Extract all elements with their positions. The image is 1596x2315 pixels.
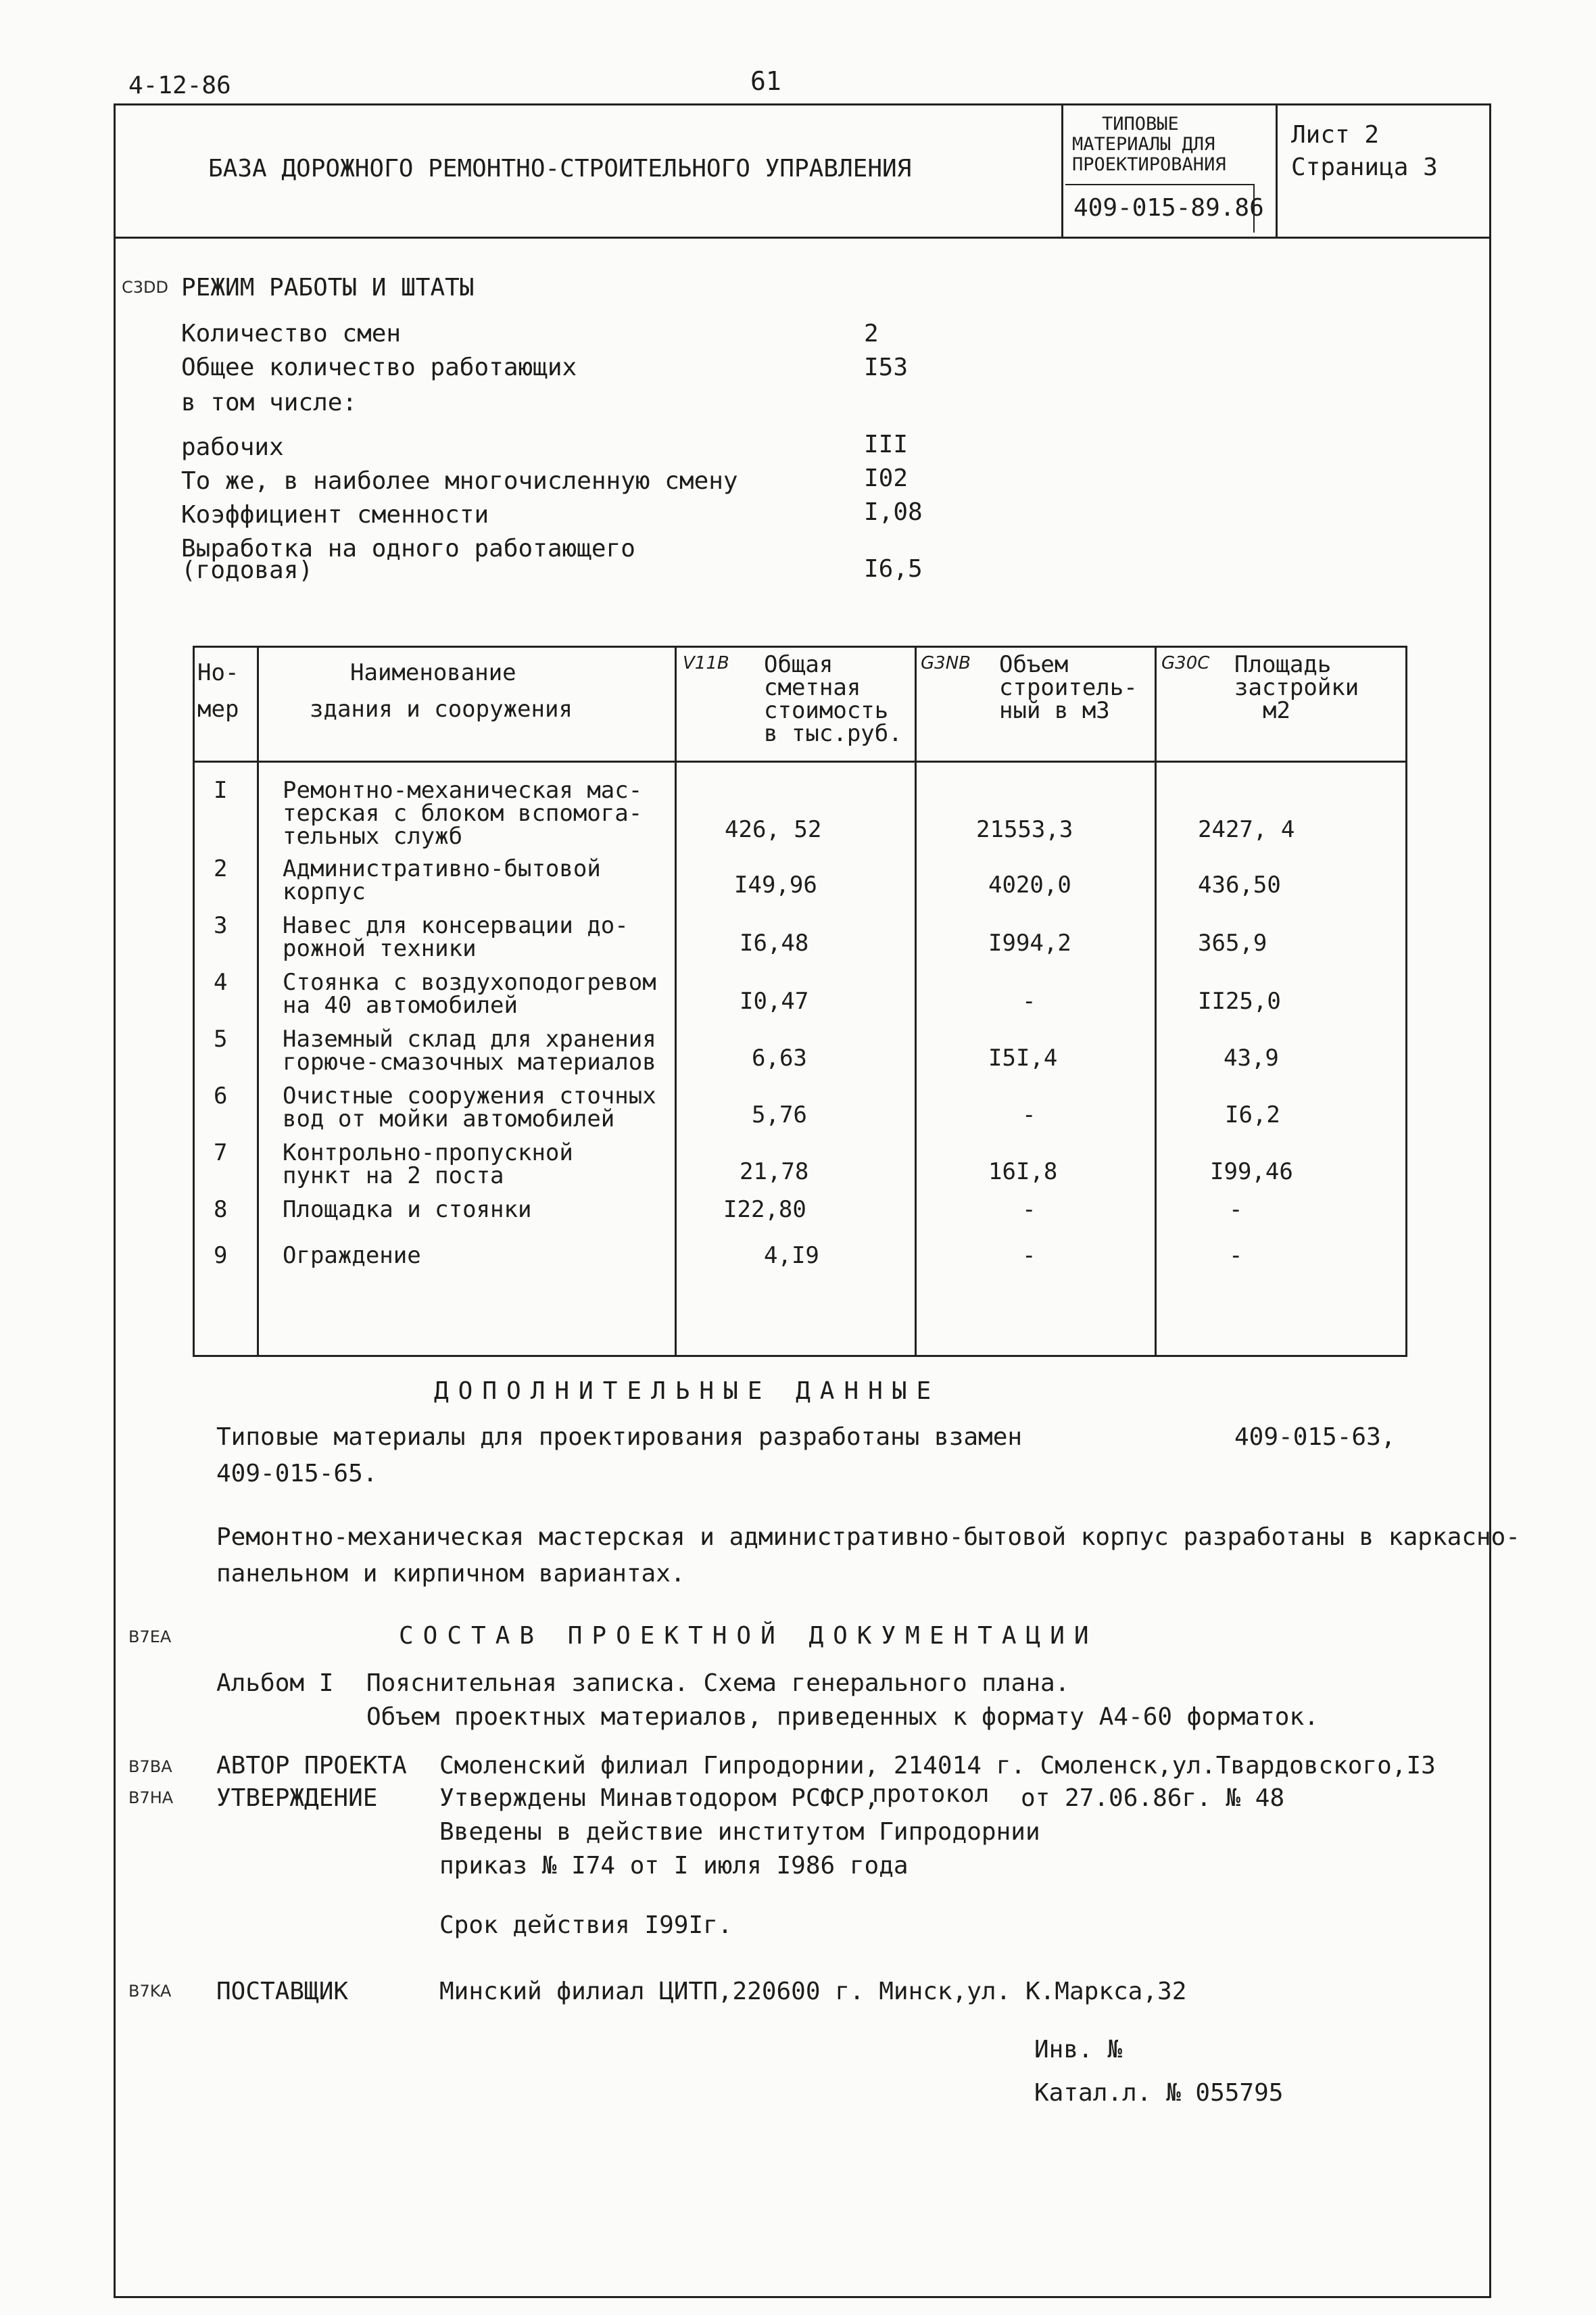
table-col-divider-2 [675,646,677,1357]
additional-p2-line1: Ремонтно-механическая мастерская и административно-бытовой корпус разработаны в каркасно- [216,1523,1520,1551]
row-area: 2427, 4 [1198,816,1295,843]
inventory-number: Инв. № [1034,2036,1123,2063]
row-area: 365,9 [1198,930,1267,957]
header-divider [114,237,1491,239]
additional-section-title: ДОПОЛНИТЕЛЬНЫЕ ДАННЫЕ [434,1377,941,1405]
section-code-c3dd: C3DD [122,278,168,297]
additional-p1-line2: 409-015-65. [216,1460,378,1487]
album-label: Альбом I [216,1669,334,1697]
row-name-line: Площадка и стоянки [283,1196,532,1223]
row-no: 4 [214,969,228,996]
row-cost: 426, 52 [725,816,822,843]
col-code-g30c: G30C [1161,653,1210,673]
total-workers-value: I53 [864,354,909,381]
row-no: 8 [214,1196,228,1223]
row-cost: 21,78 [740,1158,809,1185]
mode-section-title: РЕЖИМ РАБОТЫ И ШТАТЫ [181,274,475,302]
row-no: 7 [214,1139,228,1166]
table-header-divider [193,761,1407,763]
max-shift-label: То же, в наиболее многочисленную смену [181,467,738,495]
row-cost: I0,47 [740,988,809,1015]
approval-label: УТВЕРЖДЕНИЕ [216,1784,378,1812]
row-volume: 21553,3 [976,816,1073,843]
row-no: 9 [214,1242,228,1269]
shifts-label: Количество смен [181,320,402,348]
row-area: I99,46 [1210,1158,1293,1185]
supplier-label: ПОСТАВЩИК [216,1978,349,2005]
col-header-cost-2: сметная [764,674,861,701]
row-area: II25,0 [1198,988,1281,1015]
row-volume: 4020,0 [988,872,1071,899]
row-name-line: Ремонтно-механическая мас- [283,777,643,804]
approval-line-2: Введены в действие институтом Гипродорнии [439,1818,1040,1846]
row-cost: I22,80 [723,1196,806,1223]
approval-line-1: Утверждены Минавтодором РСФСР, [439,1784,879,1812]
row-name-line: пункт на 2 поста [283,1162,504,1189]
col-header-no-2: мер [197,696,239,723]
col-header-cost-3: стоимость [764,697,889,724]
author-text: Смоленский филиал Гипродорнии, 214014 г. Смоленск,ул.Твардовского,I3 [439,1752,1436,1780]
row-name-line: на 40 автомобилей [283,992,518,1019]
section-code-b7ea: B7EA [128,1627,172,1646]
row-volume: - [1022,1101,1036,1128]
row-name-line: Наземный склад для хранения [283,1026,656,1053]
col-header-volume-2: строитель- [999,674,1138,701]
row-no: 5 [214,1026,228,1053]
col-header-area-2: застройки [1234,674,1359,701]
row-name-line: рожной техники [283,935,477,962]
supplier-text: Минский филиал ЦИТП,220600 г. Минск,ул. К.Маркса,32 [439,1978,1187,2005]
row-name-line: Ограждение [283,1242,421,1269]
output-value: I6,5 [864,555,923,583]
col-header-volume-1: Объем [999,651,1069,678]
row-no: I [214,777,228,804]
row-name-line: терская с блоком вспомога- [283,800,643,827]
row-name-line: Стоянка с воздухоподогревом [283,969,656,996]
row-volume: - [1022,988,1036,1015]
row-area: I6,2 [1225,1101,1280,1128]
total-workers-label: Общее количество работающих [181,354,577,381]
row-cost: 6,63 [752,1045,807,1072]
row-area: 43,9 [1224,1045,1279,1072]
table-col-divider-3 [915,646,917,1357]
row-area: - [1229,1242,1243,1269]
col-code-g3nb: G3NB [921,653,971,673]
catalog-sheet-number: Катал.л. № 055795 [1034,2079,1284,2107]
row-no: 2 [214,855,228,882]
album-line-1: Пояснительная записка. Схема генерального плана. [366,1669,1070,1697]
output-label-line1: Выработка на одного работающего [181,535,635,563]
approval-date: от 27.06.86г. № 48 [1021,1784,1285,1812]
row-name-line: тельных служб [283,823,463,850]
series-code: 409-015-89.86 [1073,194,1264,222]
row-cost: 5,76 [752,1101,807,1128]
shift-coefficient-value: I,08 [864,498,923,526]
row-name-line: Административно-бытовой [283,855,601,882]
page-number: 61 [750,66,781,96]
composition-section-title: СОСТАВ ПРОЕКТНОЙ ДОКУМЕНТАЦИИ [399,1622,1098,1650]
additional-p2-line2: панельном и кирпичном вариантах. [216,1560,685,1588]
series-line-2: МАТЕРИАЛЫ ДЛЯ [1072,134,1215,155]
max-shift-value: I02 [864,464,909,492]
row-name-line: Навес для консервации до- [283,912,629,939]
page-of-sheet: Страница 3 [1291,153,1438,181]
col-header-no-1: Но- [197,659,239,686]
row-cost: 4,I9 [764,1242,819,1269]
table-col-divider-1 [257,646,259,1357]
validity-text: Срок действия I99Iг. [439,1911,733,1939]
author-label: АВТОР ПРОЕКТА [216,1752,407,1780]
row-area: 436,50 [1198,872,1281,899]
output-label-line2: (годовая) [181,556,314,584]
workers-label: рабочих [181,433,284,461]
col-header-area-1: Площадь [1234,651,1332,678]
table-col-divider-4 [1155,646,1157,1357]
row-name-line: горюче-смазочных материалов [283,1049,656,1076]
row-volume: I5I,4 [988,1045,1058,1072]
col-header-area-3: м2 [1263,697,1290,724]
row-cost: I49,96 [734,872,817,899]
approval-line-3: приказ № I74 от I июля I986 года [439,1852,909,1880]
header-separator-1 [1061,103,1063,238]
document-date: 4-12-86 [128,72,231,99]
section-code-b7ka: B7KA [128,1982,172,2001]
row-name-line: вод от мойки автомобилей [283,1105,615,1132]
header-separator-2 [1276,103,1278,238]
including-label: в том числе: [181,389,358,416]
row-name-line: Очистные сооружения сточных [283,1082,656,1109]
row-no: 3 [214,912,228,939]
sheet-number: Лист 2 [1291,121,1380,149]
row-name-line: Контрольно-пропускной [283,1139,573,1166]
row-no: 6 [214,1082,228,1109]
row-volume: - [1022,1242,1036,1269]
section-code-b7ha: B7HA [128,1788,174,1807]
row-volume: I994,2 [988,930,1071,957]
row-name-line: корпус [283,878,366,905]
page-title: БАЗА ДОРОЖНОГО РЕМОНТНО-СТРОИТЕЛЬНОГО УПРАВЛЕНИЯ [208,155,912,183]
col-header-name-2: здания и сооружения [310,696,573,723]
col-header-volume-3: ный в м3 [999,697,1110,724]
approval-protocol: протокол [872,1780,990,1808]
workers-value: III [864,431,909,458]
row-area: - [1229,1196,1243,1223]
col-header-name-1: Наименование [350,659,516,686]
row-cost: I6,48 [740,930,809,957]
additional-p1-line1: Типовые материалы для проектирования разработаны взамен [216,1423,1023,1451]
series-line-1: ТИПОВЫЕ [1102,114,1179,135]
album-line-2: Объем проектных материалов, приведенных к формату А4-60 форматок. [366,1703,1319,1731]
additional-p1-ref: 409-015-63, [1234,1423,1396,1451]
series-line-3: ПРОЕКТИРОВАНИЯ [1072,154,1226,175]
col-header-cost-1: Общая [764,651,833,678]
shifts-value: 2 [864,320,879,348]
col-header-cost-4: в тыс.руб. [764,720,902,747]
row-volume: - [1022,1196,1036,1223]
shift-coefficient-label: Коэффициент сменности [181,501,489,529]
col-code-v11b: V11B [683,653,729,673]
row-volume: 16I,8 [988,1158,1058,1185]
section-code-b7ba: B7BA [128,1757,172,1776]
